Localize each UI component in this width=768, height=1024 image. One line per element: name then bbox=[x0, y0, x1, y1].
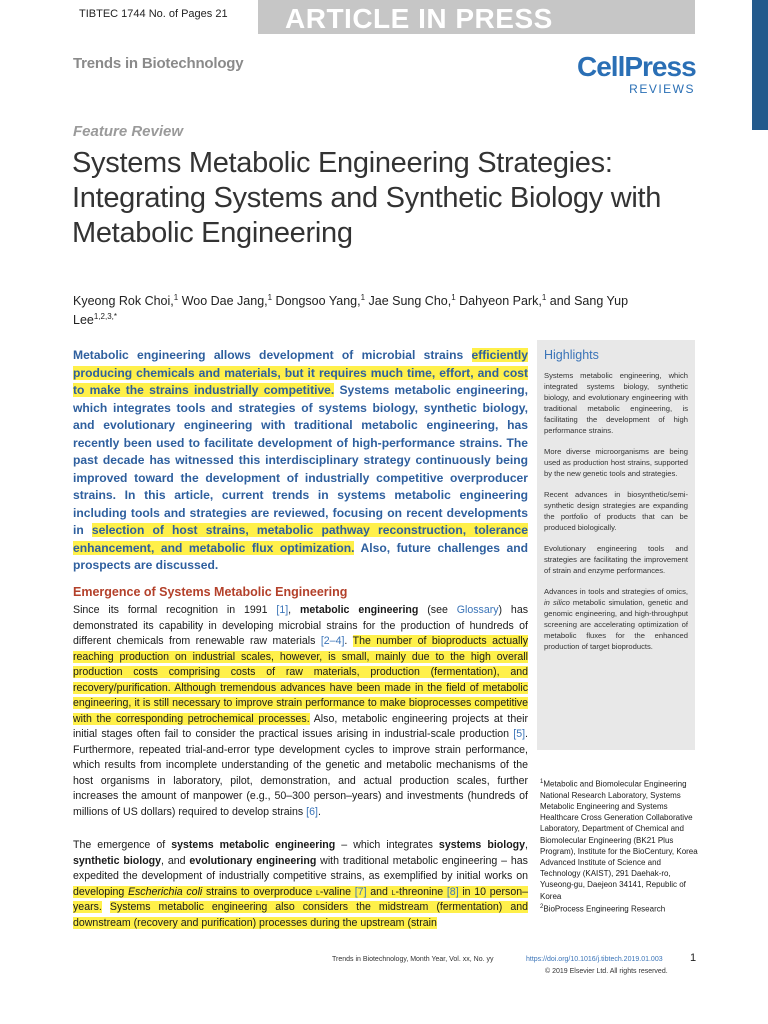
body-text: with traditional metabolic engineering – has expedited the development of industrially competitive strains, as exemplified by initial works on bbox=[73, 854, 528, 882]
stereo-prefix: l bbox=[391, 885, 396, 898]
highlight-item: Systems metabolic engineering, which integrated systems biology, synthetic biology, and evolutionary engineering with traditional metabolic engineering, is facilitating the development of high performance strains. bbox=[544, 371, 688, 435]
manuscript-code: TIBTEC 1744 No. of Pages 21 bbox=[79, 8, 228, 20]
affiliations bbox=[540, 777, 700, 915]
affil-number: 2 bbox=[540, 903, 544, 910]
highlights-title: Highlights bbox=[544, 348, 599, 362]
highlight-item bbox=[544, 586, 688, 652]
body-paragraph-1 bbox=[73, 603, 528, 820]
body-highlight: The number of bioproducts actually reaching production on industrial scales, however, is small, mainly due to the high overall production costs comprising costs of raw materials, production (fermentation), and recovery/purification. Although tremendous advances have been made in the field of metabolic engineering, it is still necessary to improve strain performance to make bioprocesses competitive with the corresponding petrochemical processes. bbox=[73, 635, 528, 725]
cellpress-logo bbox=[577, 52, 695, 96]
journal-name: Trends in Biotechnology bbox=[73, 55, 244, 72]
reference-link[interactable]: [6] bbox=[306, 805, 318, 818]
author-affil: 1 bbox=[173, 293, 179, 302]
species-name: Escherichia coli bbox=[127, 885, 203, 898]
highlights-box bbox=[537, 340, 695, 750]
highlight-text: metabolic simulation, genetic and genomic engineering, and high-throughput screening are accelerating optimization of metabolic fluxes for the enhanced production of target bioproducts. bbox=[544, 598, 688, 651]
body-text: ) has demonstrated its capability in developing microbial strains for the production of hundreds of different chemicals from renewable raw materials bbox=[73, 604, 529, 647]
reference-link[interactable]: [8] bbox=[446, 885, 459, 898]
logo-main-text: CellPress bbox=[577, 51, 696, 82]
highlight-item: Recent advances in biosynthetic/semi-synthetic design strategies are expanding the portfolio of products that can be produced biologically. bbox=[544, 490, 688, 532]
page-number: 1 bbox=[690, 952, 697, 964]
body-text: – which integrates bbox=[335, 839, 439, 851]
glossary-term: evolutionary engineering bbox=[189, 854, 317, 867]
article-title: Systems Metabolic Engineering Strategies: Integrating Systems and Synthetic Biology with Metabolic Engineering bbox=[72, 147, 662, 249]
body-text: , bbox=[525, 839, 528, 851]
body-text bbox=[102, 901, 110, 913]
author-name: Woo Dae Jang, bbox=[178, 294, 268, 309]
body-text: strains to overproduce bbox=[202, 885, 316, 898]
body-text: . bbox=[317, 805, 321, 818]
author-affil: 1 bbox=[451, 293, 456, 302]
reference-link[interactable]: [5] bbox=[513, 728, 526, 740]
body-text: The emergence of bbox=[73, 839, 172, 851]
article-in-press-label: ARTICLE IN PRESS bbox=[285, 3, 553, 34]
doi-link[interactable]: https://doi.org/10.1016/j.tibtech.2019.01.003 bbox=[526, 956, 663, 963]
reference-link[interactable]: [2–4] bbox=[320, 635, 345, 647]
footer-citation: Trends in Biotechnology, Month Year, Vol. xx, No. yy bbox=[332, 956, 494, 963]
body-text: and bbox=[366, 885, 392, 898]
reference-link[interactable]: [1] bbox=[276, 604, 289, 616]
body-text: Since its formal recognition in 1991 bbox=[73, 604, 277, 616]
body-text: . bbox=[344, 635, 353, 647]
stereo-prefix: l bbox=[315, 885, 320, 898]
author-list bbox=[73, 290, 673, 328]
abstract-highlight: selection of host strains, metabolic pathway reconstruction, tolerance enhancement, and metabolic flux optimization. bbox=[73, 523, 528, 555]
body-text: . Furthermore, repeated trial-and-error type development cycles to improve strain performance, which results from incomplete understanding of the genetic and metabolic mechanisms of the host organisms in laboratory, pilot, demonstration, and actual production scales, further increases the amount of manpower (e.g., 50–300 person–years) and investments (hundreds of millions of US dollars) required to develop strains bbox=[73, 728, 528, 818]
body-text: Also, metabolic engineering projects at their initial stages often fail to consider the practical issues arising in industrial-scale production bbox=[73, 712, 528, 740]
glossary-term: systems biology bbox=[438, 839, 526, 851]
author-name: and Sang Yup Lee bbox=[73, 294, 629, 328]
body-text: -valine bbox=[319, 885, 355, 898]
author-name: Jae Sung Cho, bbox=[365, 294, 452, 309]
glossary-term: metabolic engineering bbox=[300, 604, 419, 616]
author-affil: 1 bbox=[267, 293, 273, 302]
affil-text: Metabolic and Biomolecular Engineering National Research Laboratory, Systems Metabolic Engineering and Systems Healthcare Cross Generation Collaborative Laboratory, Department of Chemical and Biomolecular Engineering (BK21 Plus Program), Institute for the BioCentury, Korea Advanced Institute of Science and Technology (KAIST), 291 Daehak-ro, Yuseong-gu, Daejeon 34141, Republic of Korea bbox=[540, 779, 698, 901]
body-text: -threonine bbox=[395, 885, 447, 898]
affil-number: 1 bbox=[540, 779, 544, 785]
highlight-italic: in silico bbox=[544, 598, 570, 607]
side-tab bbox=[752, 0, 768, 130]
author-name: Kyeong Rok Choi, bbox=[73, 294, 174, 309]
body-highlight: Systems metabolic engineering also considers the midstream (fermentation) and downstream (recovery and purification) processes during the upstream (strain bbox=[73, 901, 528, 929]
author-affil: 1 bbox=[360, 293, 366, 302]
abstract-text: Metabolic engineering allows development of microbial strains bbox=[73, 348, 472, 362]
author-name: Dongsoo Yang, bbox=[272, 294, 361, 309]
abstract-text: Also, future challenges and prospects are discussed. bbox=[73, 540, 528, 572]
logo-sub-text: REVIEWS bbox=[629, 82, 695, 96]
body-text: developing bbox=[73, 885, 128, 898]
highlight-item: Evolutionary engineering tools and strategies are facilitating the improvement of strain and enzyme performances. bbox=[544, 544, 688, 575]
glossary-link[interactable]: Glossary bbox=[456, 604, 499, 616]
body-text: in 10 person–years. bbox=[73, 885, 528, 913]
author-affil: 1,2,3,* bbox=[93, 312, 117, 322]
body-text: , and bbox=[161, 854, 190, 867]
body-text: , bbox=[288, 604, 300, 616]
abstract-text: Systems metabolic engineering, which integrates tools and strategies of systems biology, synthetic biology, and evolutionary engineering with traditional metabolic engineering, has recently been used to facilitate development of high-performance strains. The past decade has witnessed this interdisciplinary strategy continuously being improved toward the development of industrially competitive overproducer strains. In this article, current trends in systems metabolic engineering including tools and strategies are reviewed, focusing on recent developments in bbox=[73, 383, 528, 537]
highlight-text: Advances in tools and strategies of omics, bbox=[544, 587, 688, 596]
highlight-item: More diverse microorganisms are being used as production host strains, supported by the new genetic tools and strategies. bbox=[544, 447, 688, 478]
abstract-highlight: efficiently producing chemicals and materials, but it requires much time, effort, and cost to make the strains industrially competitive. bbox=[73, 348, 528, 397]
author-affil: 1 bbox=[541, 293, 547, 302]
copyright: © 2019 Elsevier Ltd. All rights reserved. bbox=[545, 968, 668, 975]
article-type: Feature Review bbox=[73, 123, 184, 140]
abstract bbox=[73, 347, 528, 575]
reference-link[interactable]: [7] bbox=[354, 885, 367, 898]
body-paragraph-2 bbox=[73, 838, 528, 931]
glossary-term: systems metabolic engineering bbox=[171, 839, 336, 851]
author-name: Dahyeon Park, bbox=[455, 294, 542, 309]
affil-text: BioProcess Engineering Research bbox=[543, 904, 666, 914]
section-heading: Emergence of Systems Metabolic Engineering bbox=[73, 585, 348, 599]
body-text: (see bbox=[418, 604, 457, 616]
glossary-term: synthetic biology bbox=[73, 854, 162, 867]
